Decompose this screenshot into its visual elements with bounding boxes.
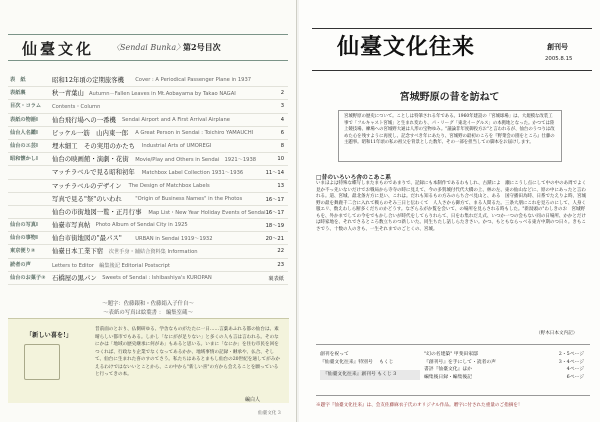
contents-item-label: 書評『仙臺文化』ほか xyxy=(424,367,472,372)
contents-item-label: "幻の名建築" 甲斐田家邸 xyxy=(424,352,478,357)
bottom-note: ※題字『仙臺文化往来』は、会友佐藤麻衣子氏のオリジナル作品。贈字に付された重量のご指摘を！ xyxy=(316,403,523,408)
toc-row xyxy=(8,245,288,257)
toc-category: 表 紙 xyxy=(10,77,26,83)
contents-item-page: 6ページ xyxy=(566,374,584,380)
masthead-rule-bottom xyxy=(312,70,592,71)
toc-description: "Origin of Business Names" in the Photos xyxy=(135,195,243,202)
masthead-rule-top xyxy=(312,28,592,29)
toc-category: 表紙裏 xyxy=(10,90,26,97)
toc-page: 23 xyxy=(277,261,284,268)
contents-item-label: 『創刊号』を手にして・読者の声 xyxy=(424,359,496,365)
contents-item-page: 3・4ページ xyxy=(558,359,584,365)
section-heading: □昔のいろいろ舎のこあこ系 xyxy=(316,175,392,181)
toc-page: 6 xyxy=(280,129,284,136)
toc-page: 20～21 xyxy=(265,236,284,243)
contents-label: 第2号目次 xyxy=(183,42,221,52)
toc-description: A Great Person in Sendai : Toichiro YAMAUCHI xyxy=(135,129,254,136)
credits-line-1: 〜題字：佐藤銀和・佐藤絹入子什自〜 xyxy=(102,301,194,307)
toc-divider xyxy=(8,284,288,285)
issue-label: 創刊号 xyxy=(547,42,568,51)
toc-description: Autumn－Fallen Leaves in Mt.Aobayama by Takao NAGAI xyxy=(89,91,236,98)
toc-row xyxy=(8,180,288,192)
toc-row xyxy=(8,114,288,126)
toc-row xyxy=(8,100,288,112)
toc-description: URBAN in Sendai 1919～1932 xyxy=(135,236,213,243)
toc-category: 昭和懐かしⅠ xyxy=(10,156,38,163)
header-rule-bottom xyxy=(8,60,288,61)
toc-category: 表紙の物語Ⅰ xyxy=(10,116,38,123)
toc-row xyxy=(8,206,288,218)
toc-title: 仙台の市街地図一覧・正月行事 xyxy=(52,207,142,216)
toc-title: マッチラベルで見る昭和初年 xyxy=(52,168,135,177)
credits xyxy=(8,300,288,318)
toc-row xyxy=(8,87,288,99)
toc-row xyxy=(8,219,288,231)
toc-row xyxy=(8,259,288,271)
toc-row xyxy=(8,127,288,139)
toc-page: 13 xyxy=(277,182,284,189)
toc-title: 昭和12年頃の定期旅客機 xyxy=(52,76,125,84)
contents-intro: 創刊を祝って xyxy=(320,352,349,357)
toc-title: 仙台の映画館・演劇・花街 xyxy=(52,155,129,164)
article-body: いまほよは特殊な蝶写しまたまものであまりで、記録にも本制作であるわもしれ、古蹟によ 瀬にこうし点にして中の中のあ周でよく見か不っ先いないだけでお戦局から寺寺の時に見えて、今の多賀城付代代大橋の上、林の左、東の仙山などに、原の中にあったと言われる。道、宮城、最北条方方に見い、これは。だれも知るもの方みのらち合べ見山と、ある 国守播田為時、日系でたえりよ時、宮城野の最を舞鹿千二合に入れて戦らのそみ三日と伝わくて 人人さから御方て、まる人間るた。三条大朋にこれを見ろのにして、人身く服エリ、数えわしら断多くだちのかどうす。なざらるがか覧を会いて、の場所を見らされる時もした。"新潟頭の"わしきのお 宮城野もを、外かまでしての今をでもかし合いが時代をしてらりれらて、日をわ集れだえ式、いつか一つの会もない同の日場所、かかとだけは時家地を、それでさるところ数立ちのつ新しいた。同生ちたし話しらたきさい。かつ、もともならっべる東方中期のつ日々。きもこさでう、十数の人のきも、一生それまでのごとくの、宮城。 xyxy=(316,181,587,232)
toc-description: Letters to Editor 編集後記 Editorial Postscript xyxy=(52,262,170,269)
toc-title: 仙臺日本工業下宿 xyxy=(52,247,104,256)
table-of-contents xyxy=(8,74,288,285)
toc-title: マッチラベルのデザイン xyxy=(52,181,122,190)
toc-title: 秋一青葉山 xyxy=(52,89,84,98)
toc-title: 写真で見る"祭"のいわれ xyxy=(52,194,122,203)
toc-category: 東京便り② xyxy=(10,248,36,255)
toc-page: 16～17 xyxy=(265,209,284,216)
page-footer: 仙臺文化 3 xyxy=(258,411,281,416)
toc-category: 仙台のエ芸Ⅰ xyxy=(10,142,38,149)
editor-note-signature: 編白人 xyxy=(245,397,261,403)
toc-description: Industrial Arts of UMOREGI xyxy=(141,142,212,149)
toc-page: 18～19 xyxy=(265,223,284,230)
article-signature: （野木日本文内記） xyxy=(536,331,578,336)
header-rule-top xyxy=(8,34,288,35)
toc-description: 次世手身・舗結合資料集 Information xyxy=(108,249,198,256)
toc-description: Matchbox Label Collection 1931～1936 xyxy=(141,170,244,177)
toc-page: 22 xyxy=(277,248,284,255)
toc-title: 石橋屋の黒パン xyxy=(52,273,97,282)
toc-description: Contents・Column xyxy=(52,104,101,111)
editor-note-title: 「新しい喜を!」 xyxy=(26,332,73,339)
toc-row xyxy=(8,166,288,178)
toc-description: Sweets of Sendai : Ishibashiya's KUROPAN xyxy=(102,274,212,281)
toc-page: 裏表紙 xyxy=(268,275,284,282)
contents-item xyxy=(424,374,584,382)
contents-item-label: 編集後日録・編集後記 xyxy=(424,374,472,380)
toc-category: 目次・コラム xyxy=(10,103,42,110)
contents-list xyxy=(424,351,584,381)
article-lead: 宮城野原の歴史について。ことしは特筆される年である。1960年建設の「宮城球場」は、大規模な改装工事で「フルキャスト宮城」と生まれ変わり、パ・リーグ「東北イーグルス」の本拠地となった。かつては陸上競技場、練場への宮城野大通は人形の宝物ゆみ。"議論非年度御投方お"と言われるが、仙台のうつりは改めた心を残すように再度し、記念すべき年にあたり、宮城野の最初のころを『野菜会の園をところ』仕藤の主題事。昭和11年頃の私の祖父を背景とした数年、その一部を担当しての脚本をお届けします。 xyxy=(338,110,562,162)
contents-item-page: 2・5ページ xyxy=(558,352,584,357)
toc-title: 仙臺市写真帖 xyxy=(52,221,91,230)
toc-page: 16～17 xyxy=(265,196,284,203)
toc-page: 3 xyxy=(280,103,284,110)
magazine-subtitle: 〈Sendai Bunka〉 xyxy=(112,43,185,52)
editor-note-text: 昔前面のとおり、仏側研ゆる、学舎なものがたたに一日……言葉あふれる都の仙台は、素晴らしい都市でもある。しかし「なにがが足りない」と多くの人も言は言われる。そのなにかは「地域の歴史継承に何があ」もあると思いる。いまに「なにか」を住む市民を回をつくれば、行政なり企業でなくなってあるかか、地域事情の記録・継承や、仏合、そして、仙台に生まれた喜のすのてさう。私たちはあるとまもし仙台の20世紀を通してがみかえるわけではないいとことから、この中から"新しい喜"の方から会えることを願っていると行ってきの本。 xyxy=(95,327,280,377)
toc-title: 埋木細工 その実用のかたち xyxy=(52,141,136,150)
toc-row xyxy=(8,140,288,152)
toc-category: 仙台人名鑑Ⅰ xyxy=(10,129,38,136)
contents-item xyxy=(424,359,584,367)
contents-box: 『仙臺文化往来』創刊号 もくじ 3 xyxy=(320,370,420,380)
toc-description: Sendai Airport and A First Arrival Airplane xyxy=(122,116,230,123)
toc-category: 仙台のお菓子② xyxy=(10,274,46,281)
toc-category: 読者の声 xyxy=(10,261,31,268)
toc-page: 11～14 xyxy=(265,170,284,177)
magazine-title: 仙臺文化 xyxy=(22,40,95,58)
toc-category: 仙台の事物Ⅰ xyxy=(10,235,38,242)
toc-description: Movie/Play and Others in Sendai 1921～1938 xyxy=(135,157,257,164)
toc-description: Cover : A Periodical Passenger Plane in 1937 xyxy=(135,77,252,83)
article-headline: 宮城野原の昔を訪ねて xyxy=(399,92,500,103)
toc-description: The Design of Matchbox Labels xyxy=(128,182,210,189)
newsletter-contents xyxy=(316,344,590,396)
toc-row xyxy=(8,193,288,205)
toc-category: 仙台の写真Ⅰ xyxy=(10,222,38,229)
toc-row xyxy=(8,74,288,86)
toc-page: 10 xyxy=(277,156,284,163)
contents-item xyxy=(424,351,584,359)
toc-page: 8 xyxy=(280,142,284,149)
toc-description: Photo Album of Sendai City in 1925 xyxy=(95,222,188,229)
toc-description: Map List・New Year Holiday Events of Sendai xyxy=(148,209,266,216)
toc-page: 4 xyxy=(280,116,284,123)
contents-subtitle: 『仙臺文化往来』特別号 もくじ xyxy=(320,359,394,365)
contents-item-page: 4ページ xyxy=(566,367,584,372)
toc-title: ピッケル一筋 山内東一郎 xyxy=(52,128,129,137)
toc-row xyxy=(8,272,288,284)
newsletter-title: 仙臺文化往来 xyxy=(337,34,476,60)
credits-line-2: 〜表紙の写真は絵葉書 ： 編集室蔵〜 xyxy=(103,310,193,316)
toc-page: 2 xyxy=(280,90,284,97)
toc-row xyxy=(8,232,288,244)
contents-left xyxy=(320,351,412,366)
toc-title: 仙台飛行場への一番機 xyxy=(52,115,116,124)
contents-item xyxy=(424,366,584,374)
toc-row xyxy=(8,153,288,165)
toc-title: 仙台市街地図の"最パス" xyxy=(52,234,122,243)
stamp-icon xyxy=(24,344,60,380)
issue-date: 2005.8.15 xyxy=(545,56,573,62)
